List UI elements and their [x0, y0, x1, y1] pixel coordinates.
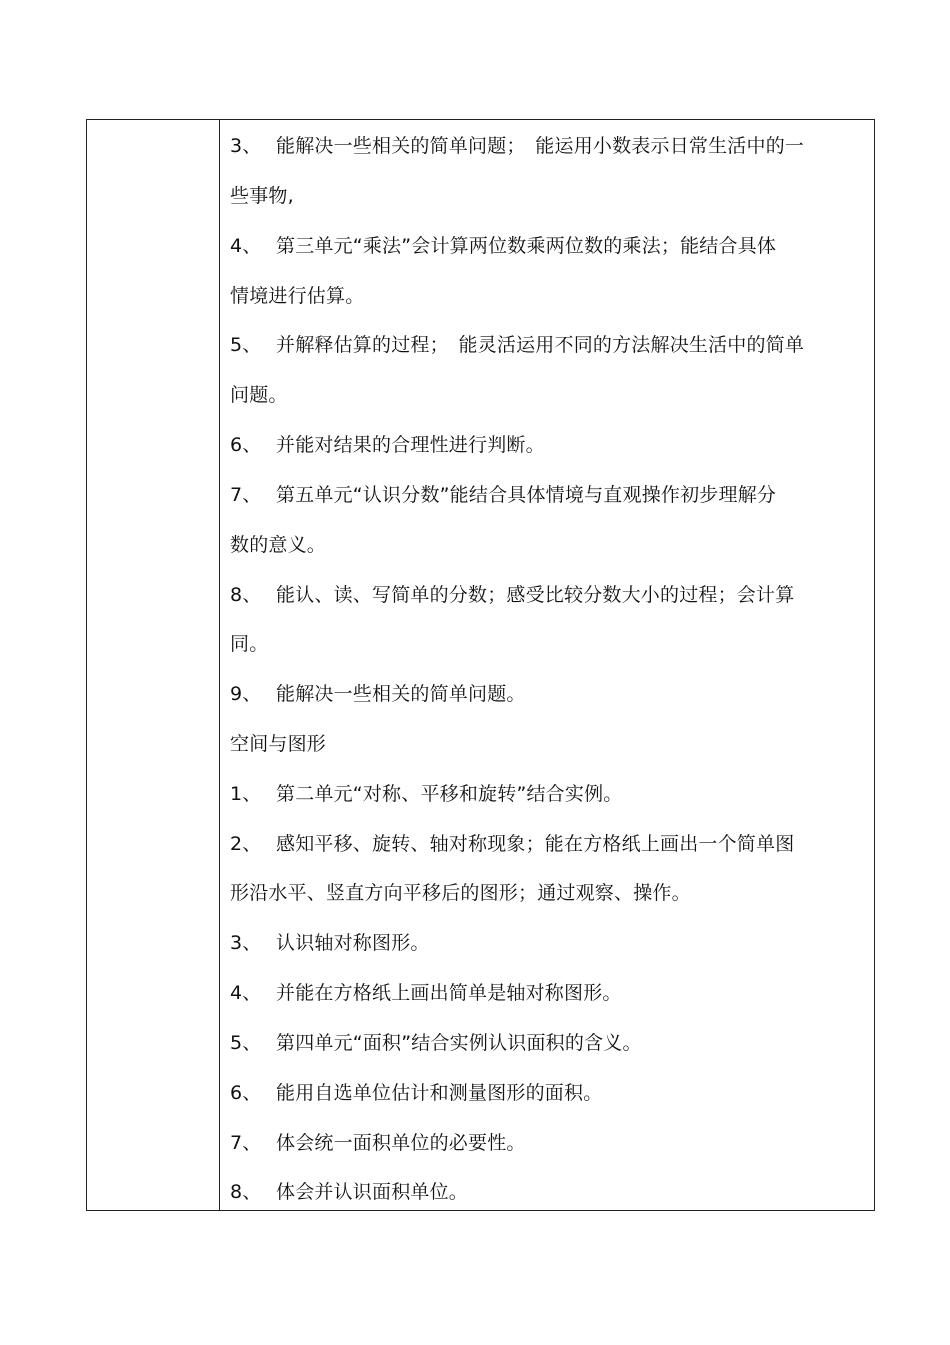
text-line — [230, 1131, 866, 1155]
text-line — [230, 284, 866, 308]
item-number: 3、 — [230, 135, 262, 157]
item-text: 体会并认识面积单位。 — [276, 1181, 469, 1203]
text-line — [230, 433, 866, 457]
text-line — [230, 184, 866, 208]
text-line — [230, 333, 866, 357]
item-text: 能用自选单位估计和测量图形的面积。 — [276, 1082, 603, 1104]
text-line — [230, 981, 866, 1005]
content-table — [86, 119, 875, 1211]
item-number: 4、 — [230, 982, 262, 1004]
item-text: 能认、读、写简单的分数；感受比较分数大小的过程；会计算 — [276, 584, 795, 606]
text-line — [230, 782, 866, 806]
item-number: 9、 — [230, 683, 262, 705]
text-line — [230, 583, 866, 607]
text-line — [230, 234, 866, 258]
item-text: 情境进行估算。 — [230, 285, 365, 307]
item-text: 体会统一面积单位的必要性。 — [276, 1132, 526, 1154]
item-number: 6、 — [230, 1082, 262, 1104]
text-line — [230, 632, 866, 656]
text-line — [230, 383, 866, 407]
item-number: 8、 — [230, 584, 262, 606]
item-text: 些事物, — [230, 185, 294, 207]
section-heading — [230, 732, 866, 756]
item-number: 3、 — [230, 932, 262, 954]
item-number: 5、 — [230, 334, 262, 356]
item-number: 7、 — [230, 484, 262, 506]
text-line — [230, 682, 866, 706]
item-text: 空间与图形 — [230, 733, 327, 755]
item-text: 并能在方格纸上画出简单是轴对称图形。 — [276, 982, 622, 1004]
item-text: 第三单元“乘法”会计算两位数乘两位数的乘法；能结合具体 — [276, 235, 777, 257]
item-text: 第五单元“认识分数”能结合具体情境与直观操作初步理解分 — [276, 484, 777, 506]
table-right-cell — [220, 120, 874, 1210]
text-line — [230, 483, 866, 507]
text-line — [230, 134, 866, 158]
text-line — [230, 533, 866, 557]
item-text: 并解释估算的过程； 能灵活运用不同的方法解决生活中的简单 — [276, 334, 805, 356]
item-text: 感知平移、旋转、轴对称现象；能在方格纸上画出一个简单图 — [276, 833, 795, 855]
table-left-cell — [87, 120, 220, 1210]
item-text: 认识轴对称图形。 — [276, 932, 430, 954]
item-number: 2、 — [230, 833, 262, 855]
item-text: 能解决一些相关的简单问题； 能运用小数表示日常生活中的一 — [276, 135, 805, 157]
item-text: 同。 — [230, 633, 269, 655]
item-text: 数的意义。 — [230, 534, 327, 556]
item-text: 能解决一些相关的简单问题。 — [276, 683, 526, 705]
item-text: 第二单元“对称、平移和旋转”结合实例。 — [276, 783, 623, 805]
item-number: 6、 — [230, 434, 262, 456]
item-number: 8、 — [230, 1181, 262, 1203]
item-number: 4、 — [230, 235, 262, 257]
item-number: 5、 — [230, 1032, 262, 1054]
item-text: 并能对结果的合理性进行判断。 — [276, 434, 545, 456]
item-number: 1、 — [230, 783, 262, 805]
text-line — [230, 1031, 866, 1055]
item-text: 形沿水平、竖直方向平移后的图形；通过观察、操作。 — [230, 882, 691, 904]
item-text: 问题。 — [230, 384, 288, 406]
text-line — [230, 832, 866, 856]
item-number: 7、 — [230, 1132, 262, 1154]
item-text: 第四单元“面积”结合实例认识面积的含义。 — [276, 1032, 642, 1054]
text-line — [230, 1180, 866, 1204]
text-line — [230, 1081, 866, 1105]
text-line — [230, 931, 866, 955]
text-line — [230, 881, 866, 905]
